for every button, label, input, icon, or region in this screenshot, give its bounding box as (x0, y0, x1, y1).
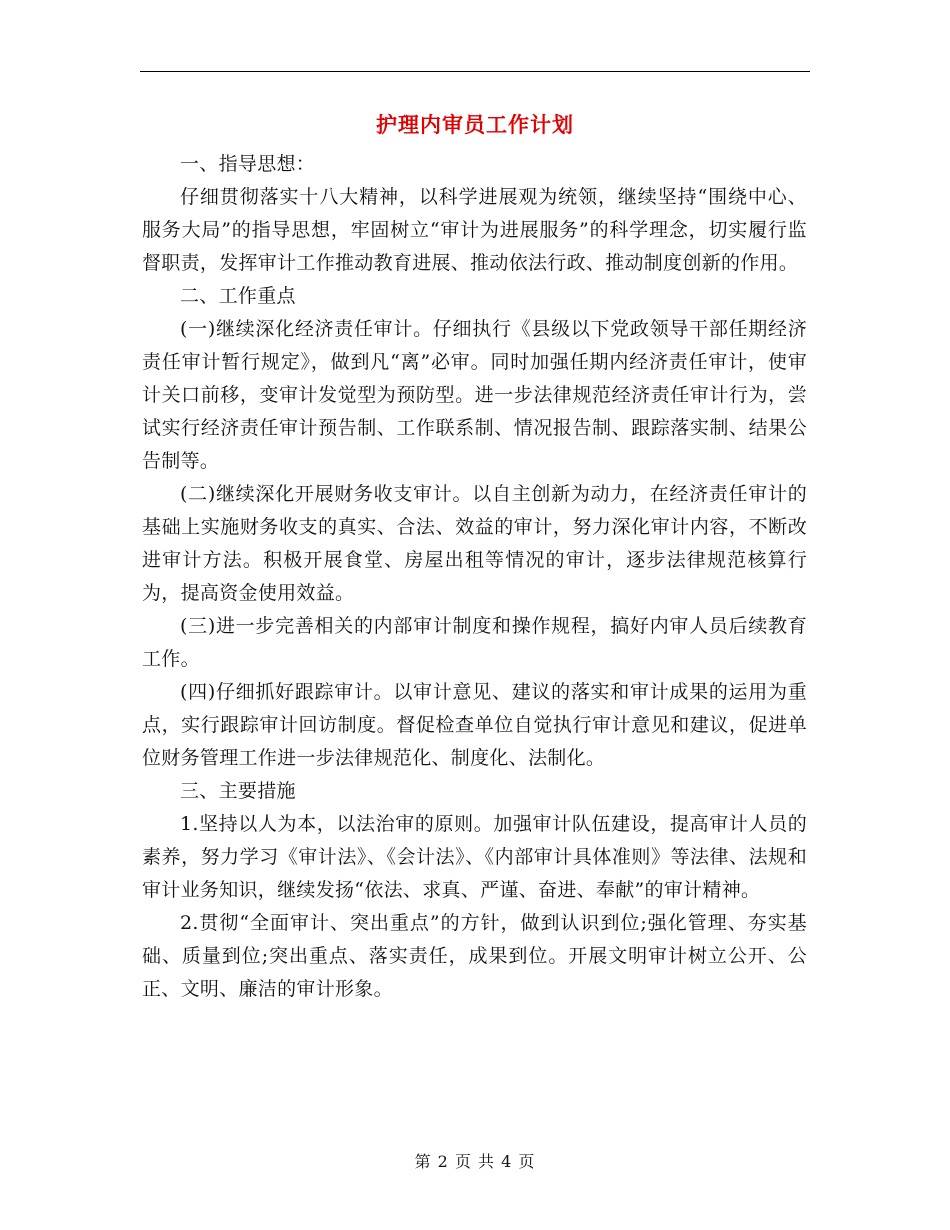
section-heading-work-focus: 二、工作重点 (180, 285, 296, 307)
paragraph-focus-2: (二)继续深化开展财务收支审计。以自主创新为动力，在经济责任审计的基础上实施财务收支的真实、合法、效益的审计，努力深化审计内容，不断改进审计方法。积极开展食堂、房屋出租等情况的审计，逐步法律规范核算行为，提高资金使用效益。 (142, 483, 807, 604)
document-title: 护理内审员工作计划 (376, 112, 574, 137)
paragraph-focus-1: (一)继续深化经济责任审计。仔细执行《县级以下党政领导干部任期经济责任审计暂行规定》，做到凡“离”必审。同时加强任期内经济责任审计，使审计关口前移，变审计发觉型为预防型。进一步法律规范经济责任审计行为，尝试实行经济责任审计预告制、工作联系制、情况报告制、跟踪落实制、结果公告制等。 (142, 318, 807, 472)
page-number: 第 2 页 共 4 页 (414, 1152, 536, 1171)
paragraph-focus-4: (四)仔细抓好跟踪审计。以审计意见、建议的落实和审计成果的运用为重点，实行跟踪审计回访制度。督促检查单位自觉执行审计意见和建议，促进单位财务管理工作进一步法律规范化、制度化、法制化。 (142, 681, 807, 769)
paragraph-measure-2: 2.贯彻“全面审计、突出重点”的方针，做到认识到位;强化管理、夯实基础、质量到位;突出重点、落实责任，成果到位。开展文明审计树立公开、公正、文明、廉洁的审计形象。 (142, 912, 807, 1000)
section-heading-guiding-thought: 一、指导思想： (180, 153, 316, 175)
paragraph-measure-1: 1.坚持以人为本，以法治审的原则。加强审计队伍建设，提高审计人员的素养，努力学习《审计法》、《会计法》、《内部审计具体准则》等法律、法规和审计业务知识，继续发扬“依法、求真、严谨、奋进、奉献”的审计精神。 (142, 813, 807, 901)
paragraph-focus-3: (三)进一步完善相关的内部审计制度和操作规程，搞好内审人员后续教育工作。 (142, 615, 807, 670)
document-body (142, 148, 807, 1006)
header-rule (140, 71, 810, 72)
paragraph-guiding-thought: 仔细贯彻落实十八大精神，以科学进展观为统领，继续坚持“围绕中心、服务大局”的指导思想，牢固树立“审计为进展服务”的科学理念，切实履行监督职责，发挥审计工作推动教育进展、推动依法行政、推动制度创新的作用。 (142, 186, 807, 274)
section-heading-measures: 三、主要措施 (180, 780, 296, 802)
